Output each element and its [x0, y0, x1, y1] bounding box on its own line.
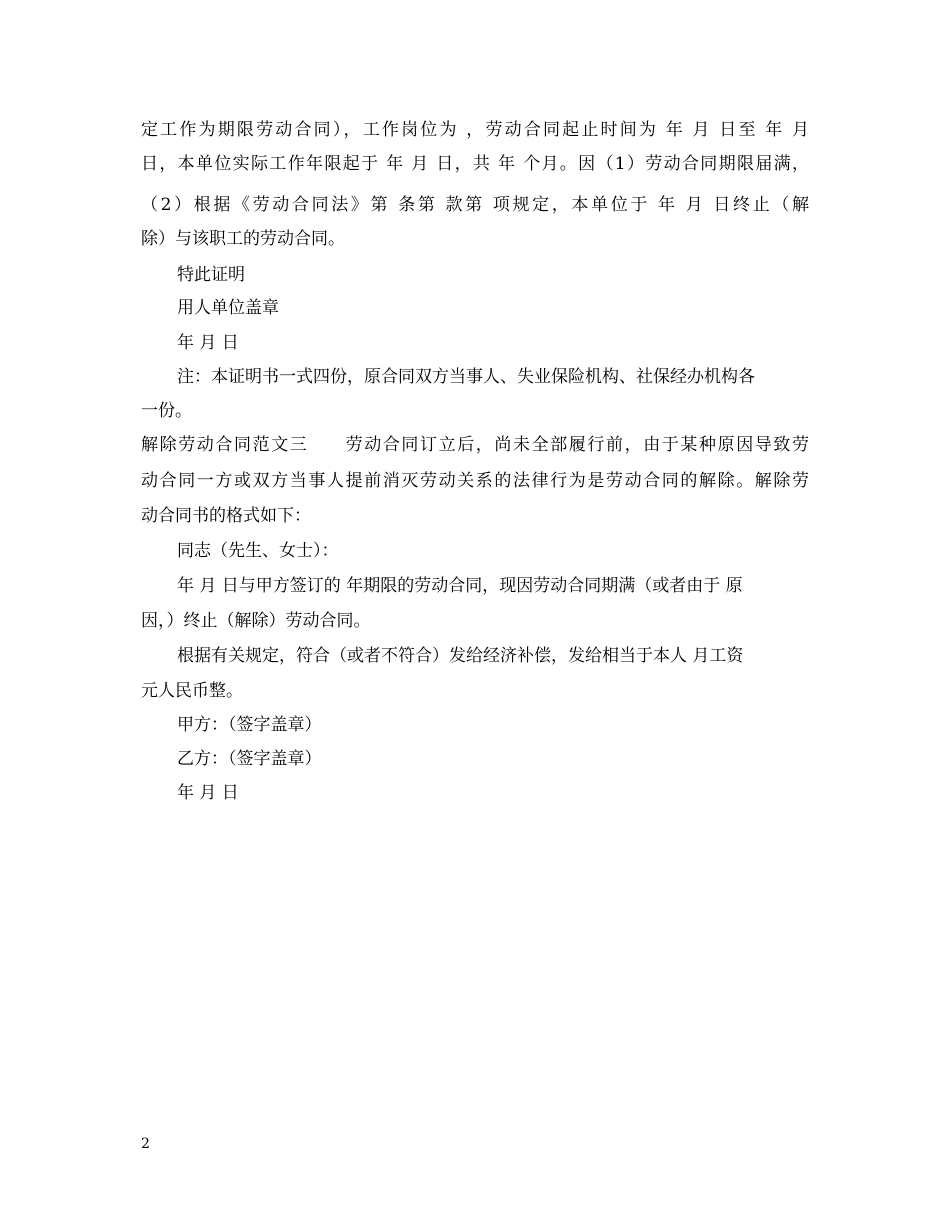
page-number: 2	[141, 1136, 150, 1152]
text-line-17: 元人民币整。	[141, 681, 243, 701]
text-line-7: 年 月 日	[177, 333, 239, 353]
text-line-3: （2）根据《劳动合同法》第 条第 款第 项规定，本单位于 年 月 日终止（解	[141, 195, 809, 215]
text-line-16: 根据有关规定，符合（或者不符合）发给经济补偿，发给相当于本人 月工资	[177, 646, 744, 666]
text-line-12: 动合同书的格式如下：	[141, 506, 311, 526]
text-line-13: 同志（先生、女士）：	[177, 541, 339, 561]
text-line-19: 乙方：（签字盖章）	[177, 749, 322, 769]
text-line-6: 用人单位盖章	[177, 298, 279, 318]
text-line-10: 解除劳动合同范文三 劳动合同订立后，尚未全部履行前，由于某种原因导致劳	[141, 435, 809, 455]
text-line-1: 定工作为期限劳动合同），工作岗位为 ，劳动合同起止时间为 年 月 日至 年 月	[141, 120, 809, 140]
text-line-2: 日，本单位实际工作年限起于 年 月 日，共 年 个月。因（1）劳动合同期限届满，	[141, 154, 809, 174]
text-line-14: 年 月 日与甲方签订的 年期限的劳动合同，现因劳动合同期满（或者由于 原	[177, 576, 743, 596]
text-line-5: 特此证明	[177, 265, 245, 285]
text-line-11: 动合同一方或双方当事人提前消灭劳动关系的法律行为是劳动合同的解除。解除劳	[141, 471, 809, 491]
text-line-15: 因，）终止（解除）劳动合同。	[141, 611, 371, 631]
text-line-20: 年 月 日	[177, 783, 239, 803]
text-line-18: 甲方：（签字盖章）	[177, 715, 322, 735]
text-line-9: 一份。	[141, 401, 192, 421]
text-line-8: 注：本证明书一式四份，原合同双方当事人、失业保险机构、社保经办机构各	[177, 367, 755, 387]
text-line-4: 除）与该职工的劳动合同。	[141, 229, 345, 249]
